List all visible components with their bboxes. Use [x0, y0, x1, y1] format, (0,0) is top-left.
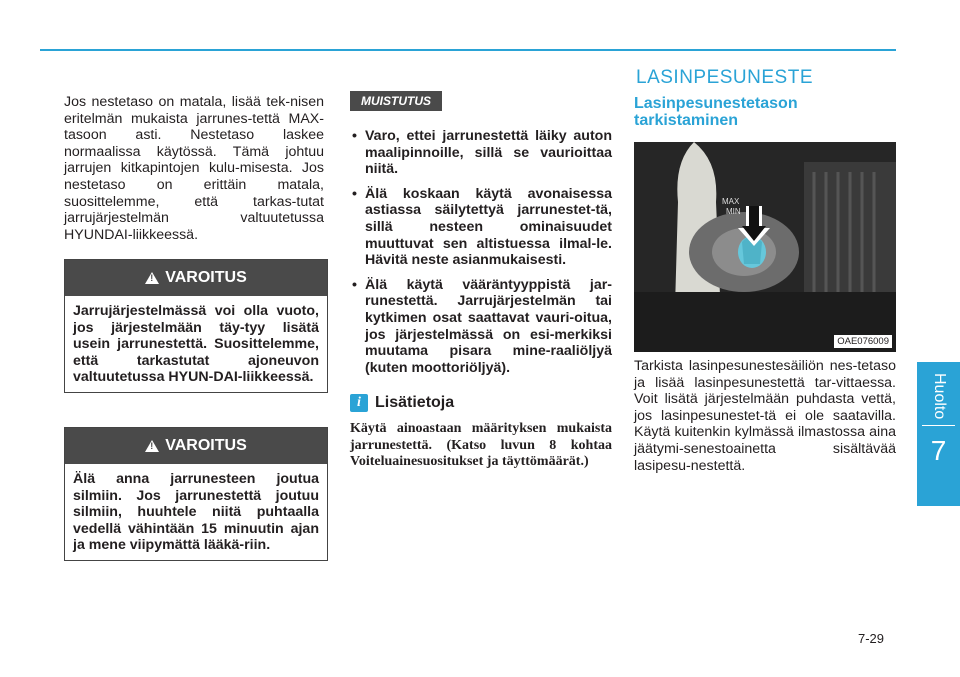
body-paragraph: Tarkista lasinpesunestesäiliön nes-tetaso ja lisää lasinpesunestettä tar-vittaessa. Voit lisätä järjestelmään puhdasta vettä, jos lasinpesunestet-tä ei ole saatavilla. Käytä kuitenkin kylmässä ilmastossa aina jäätymi-senestoainetta sisältävää lasipesu-nestettä. [634, 358, 896, 474]
info-text: Käytä ainoastaan määrityksen mukaista jarrunestettä. (Katso luvun 8 kohtaa Voiteluainesuositukset ja täyttömäärät.) [350, 421, 612, 470]
page-number: 7-29 [858, 631, 885, 646]
warning-triangle-icon: ! [145, 272, 159, 284]
list-item: • Älä koskaan käytä avonaisessa astiassa säilytettyä jarrunestet-tä, sillä nesteen ominaisuudet muuttuvat sen altistuessa ilmal-le. Hävitä neste asianmukaisesti. [350, 186, 612, 269]
warning-text: Älä anna jarrunesteen joutua silmiin. Jos jarrunestettä joutuu silmiin, huuhtele niitä puhtaalla vedellä vähintään 15 minuutin ajan ja mene viipymättä lääkä-riin. [73, 471, 319, 554]
warning-triangle-icon: ! [145, 440, 159, 452]
intro-paragraph: Jos nestetaso on matala, lisää tek-nisen eritelmän mukaista jarrunes-tettä MAX-tasoon asti. Nestetaso laskee normaalissa käytössä. Tämä johtuu jarrujen kitkapintojen kulu-misesta. Jos nestetaso on erittäin matala, suosittelemme, että tarkas-tutat jarrujärjestelmän valtuutetussa HYUNDAI-liikkeessä. [64, 94, 324, 243]
washer-reservoir-photo [634, 142, 896, 352]
max-mark: MAX [722, 197, 740, 206]
list-item: • Varo, ettei jarrunestettä läiky auton maalipinnoille, sillä se vaurioittaa niitä. [350, 128, 612, 178]
info-title: Lisätietoja [375, 394, 455, 411]
warning-box-2 [64, 427, 328, 561]
notice-list [350, 128, 612, 384]
list-item: • Älä käytä vääräntyyppistä jar-runestettä. Jarrujärjestelmän tai kytkimen osat saattavat vauri-oitua, jos järjestelmässä on esi-merkiksi muutama pisara mine-raaliöljyä (kuten moottoriöljyä). [350, 277, 612, 377]
warning-title: VAROITUS [165, 437, 247, 454]
chapter-label: Huolto [931, 372, 948, 420]
warning-box-1 [64, 259, 328, 393]
warning-title: VAROITUS [165, 269, 247, 286]
engine-bay-illustration [634, 142, 896, 352]
min-mark: MIN [726, 207, 741, 216]
warning-text: Jarrujärjestelmässä voi olla vuoto, jos järjestelmään täy-tyy lisätä usein jarrunestettä. Suosittelemme, että tarkastutat ajoneuvon valtuutetussa HYUN-DAI-liikkeessä. [73, 303, 319, 386]
photo-code: OAE076009 [834, 335, 892, 348]
chapter-number: 7 [930, 435, 947, 466]
section-title: LASINPESUNESTE [636, 67, 813, 88]
notice-label: MUISTUTUS [350, 91, 442, 111]
warning-header [65, 260, 327, 296]
info-icon: i [350, 394, 368, 412]
header-rule [40, 49, 896, 51]
warning-header [65, 428, 327, 464]
subsection-title: Lasinpesunestetason tarkistaminen [634, 95, 798, 129]
